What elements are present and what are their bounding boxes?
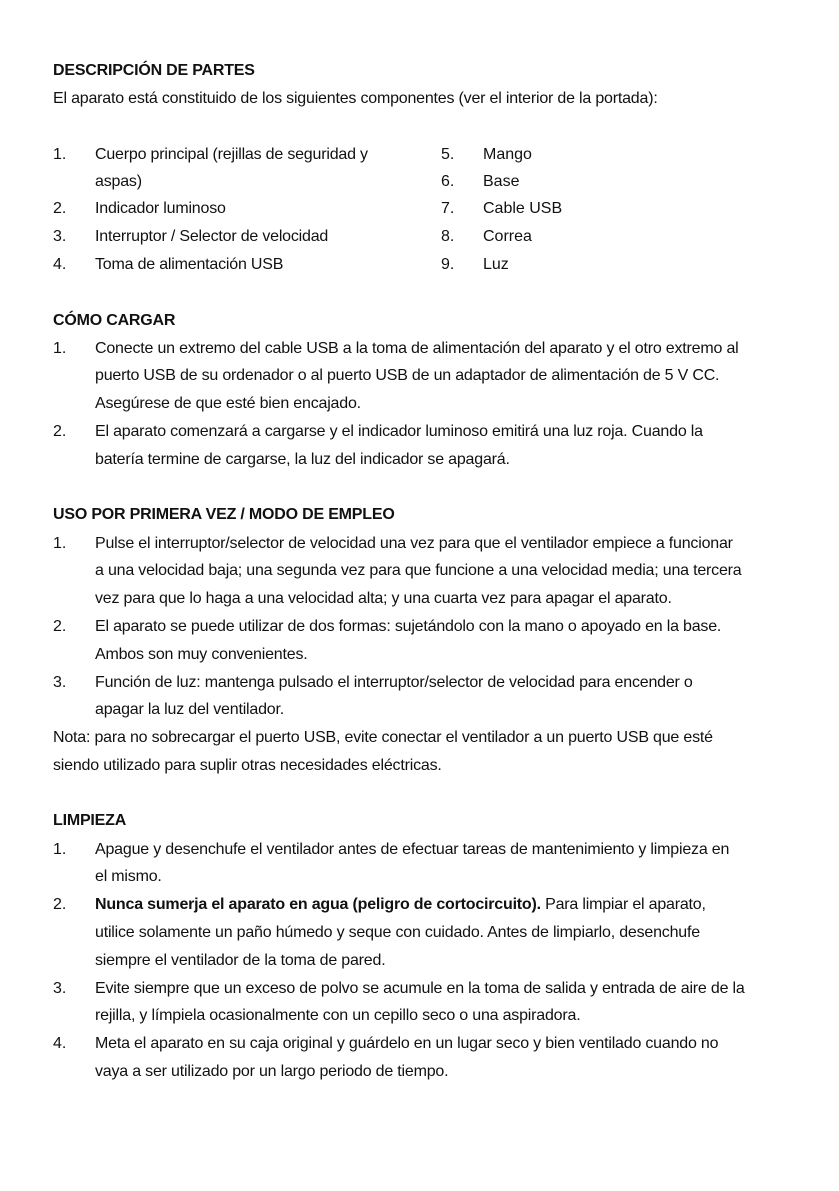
list-text: vez para que lo haga a una velocidad alta; y una cuarta vez para apagar el aparato. [95, 590, 672, 607]
part-number: 2. [53, 200, 67, 217]
part-label: Mango [483, 146, 532, 163]
part-number: 8. [441, 228, 455, 245]
list-number: 3. [53, 980, 67, 997]
list-text: Función de luz: mantenga pulsado el interruptor/selector de velocidad para encender o [95, 674, 693, 691]
part-number: 5. [441, 146, 455, 163]
list-number: 1. [53, 535, 67, 552]
list-text: Meta el aparato en su caja original y guárdelo en un lugar seco y bien ventilado cuando no [95, 1035, 719, 1052]
part-number: 4. [53, 256, 67, 273]
list-text: El aparato se puede utilizar de dos formas: sujetándolo con la mano o apoyado en la base. [95, 618, 722, 635]
list-text: Evite siempre que un exceso de polvo se acumule en la toma de salida y entrada de aire de la [95, 980, 745, 997]
list-text: siempre el ventilador de la toma de pared. [95, 952, 386, 969]
list-text: el mismo. [95, 868, 162, 885]
list-text: Pulse el interruptor/selector de velocidad una vez para que el ventilador empiece a funcionar [95, 535, 733, 552]
part-label: Luz [483, 256, 509, 273]
list-text: puerto USB de su ordenador o al puerto USB de un adaptador de alimentación de 5 V CC. [95, 367, 720, 384]
part-label: Toma de alimentación USB [95, 256, 284, 273]
list-text: rejilla, y límpiela ocasionalmente con un cepillo seco o una aspiradora. [95, 1007, 581, 1024]
part-label: Interruptor / Selector de velocidad [95, 228, 329, 245]
list-text-rest: Para limpiar el aparato, [540, 896, 706, 913]
section-title-charging: CÓMO CARGAR [53, 312, 176, 329]
part-number: 7. [441, 200, 455, 217]
list-text: vaya a ser utilizado por un largo periodo de tiempo. [95, 1063, 449, 1080]
part-number: 1. [53, 146, 67, 163]
part-label: Indicador luminoso [95, 200, 226, 217]
list-text: Conecte un extremo del cable USB a la toma de alimentación del aparato y el otro extremo al [95, 340, 739, 357]
parts-intro: El aparato está constituido de los siguientes componentes (ver el interior de la portada): [53, 90, 658, 107]
section-title-usage: USO POR PRIMERA VEZ / MODO DE EMPLEO [53, 506, 395, 523]
part-number: 3. [53, 228, 67, 245]
list-text [95, 895, 706, 915]
part-number: 6. [441, 173, 455, 190]
warning-text: Nunca sumerja el aparato en agua (peligro de cortocircuito). [95, 896, 541, 913]
list-text: Apague y desenchufe el ventilador antes de efectuar tareas de mantenimiento y limpieza en [95, 841, 730, 858]
part-label: Cuerpo principal (rejillas de seguridad y [95, 146, 368, 163]
list-text: batería termine de cargarse, la luz del indicador se apagará. [95, 451, 510, 468]
section-title-cleaning: LIMPIEZA [53, 812, 127, 829]
list-text: apagar la luz del ventilador. [95, 701, 284, 718]
usage-note: Nota: para no sobrecargar el puerto USB, evite conectar el ventilador a un puerto USB que esté [53, 729, 713, 746]
list-text: a una velocidad baja; una segunda vez para que funcione a una velocidad media; una tercera [95, 562, 742, 579]
list-number: 4. [53, 1035, 67, 1052]
list-text: utilice solamente un paño húmedo y seque con cuidado. Antes de limpiarlo, desenchufe [95, 924, 700, 941]
part-label: Correa [483, 228, 532, 245]
usage-note: siendo utilizado para suplir otras necesidades eléctricas. [53, 757, 442, 774]
list-number: 2. [53, 618, 67, 635]
part-label: Cable USB [483, 200, 563, 217]
list-text: Asegúrese de que esté bien encajado. [95, 395, 361, 412]
part-label: aspas) [95, 173, 142, 190]
list-text: Ambos son muy convenientes. [95, 646, 308, 663]
part-number: 9. [441, 256, 455, 273]
section-title-parts: DESCRIPCIÓN DE PARTES [53, 62, 255, 79]
list-number: 3. [53, 674, 67, 691]
part-label: Base [483, 173, 520, 190]
list-number: 1. [53, 841, 67, 858]
list-number: 1. [53, 340, 67, 357]
list-number: 2. [53, 896, 67, 913]
list-number: 2. [53, 423, 67, 440]
list-text: El aparato comenzará a cargarse y el indicador luminoso emitirá una luz roja. Cuando la [95, 423, 703, 440]
